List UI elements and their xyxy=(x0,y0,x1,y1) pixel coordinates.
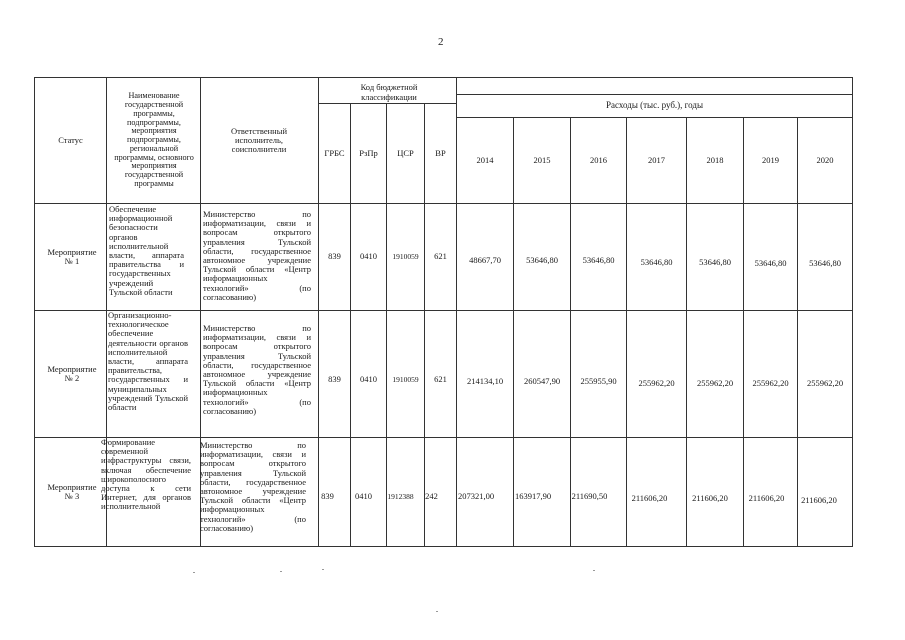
row-3-value-2019: 211606,20 xyxy=(748,493,785,504)
row-1-grbs: 839 xyxy=(328,251,341,262)
row-3-vr: 242 xyxy=(425,491,438,502)
row-1-value-2018: 53646,80 xyxy=(699,257,731,268)
header-code-csr: ЦСР xyxy=(397,147,414,158)
header-budget-code: Код бюджетной классификации xyxy=(360,82,418,102)
row-3-value-2018: 211606,20 xyxy=(692,493,728,504)
header-year-2016: 2016 xyxy=(590,154,607,165)
scan-speck xyxy=(280,571,282,572)
row-2-rzpr: 0410 xyxy=(360,374,377,385)
row-3-value-2014: 207321,00 xyxy=(457,491,495,502)
row-2-value-2014: 214134,10 xyxy=(466,376,504,387)
row-3-value-2020: 211606,20 xyxy=(801,495,837,506)
row-3-csr: 1912388 xyxy=(387,492,414,502)
row-3-value-2016: 211690,50 xyxy=(571,491,608,502)
row-3-name: Формирование современной инфраструктуры связи, включая обеспечение широкополосного доступа к сети Интернет, для органов исполнительной xyxy=(101,437,191,512)
scan-speck xyxy=(593,570,595,571)
header-year-2020: 2020 xyxy=(816,154,834,165)
row-1-value-2016: 53646,80 xyxy=(582,255,615,266)
row-2-value-2015: 260547,90 xyxy=(523,376,561,387)
row-2-vr: 621 xyxy=(434,374,447,385)
row-2-value-2017: 255962,20 xyxy=(638,378,675,389)
header-code-grbs: ГРБС xyxy=(324,147,345,158)
row-3-status: Мероприятие № 3 xyxy=(47,481,97,501)
row-2-csr: 1910059 xyxy=(392,375,419,385)
row-3-value-2017: 211606,20 xyxy=(631,493,668,504)
row-1-value-2014: 48667,70 xyxy=(469,255,501,266)
header-name: Наименование государственной программы, подпрограммы, мероприятия подпрограммы, региональной программы, основного мероприятия государственной программы xyxy=(114,91,194,189)
row-2-value-2019: 255962,20 xyxy=(752,378,789,389)
page-number: 2 xyxy=(438,36,444,48)
header-expenses: Расходы (тыс. руб.), годы xyxy=(605,99,704,110)
scan-speck xyxy=(436,611,438,612)
row-1-rzpr: 0410 xyxy=(360,251,377,262)
row-1-status: Мероприятие № 1 xyxy=(47,246,97,266)
row-1-value-2017: 53646,80 xyxy=(640,257,673,268)
row-1-name: Обеспечение информационной безопасности органов исполнительной власти, аппарата правительства и государственных учреждений Тульской области xyxy=(109,204,184,297)
header-code-rzpr: РзПр xyxy=(359,147,378,158)
header-year-2019: 2019 xyxy=(762,154,779,165)
header-responsible: Ответственный исполнитель, соисполнители xyxy=(231,125,287,155)
header-year-2018: 2018 xyxy=(706,154,724,165)
row-1-responsible: Министерство по информатизации, связи и вопросам открытого управления Тульской области, государственное автономное учреждение Тульской области «Центр информационных технологий» (по согласованию) xyxy=(203,209,311,302)
row-1-vr: 621 xyxy=(434,251,447,262)
row-2-value-2020: 255962,20 xyxy=(806,378,844,389)
scan-speck xyxy=(322,569,324,570)
row-3-responsible: Министерство по информатизации, связи и вопросам открытого управления Тульской области, государственное автономное учреждение Тульской области «Центр информационных технологий» (по согласованию) xyxy=(200,440,306,533)
row-2-responsible: Министерство по информатизации, связи и вопросам открытого управления Тульской области, государственное автономное учреждение Тульской области «Центр информационных технологий» (по согласованию) xyxy=(203,323,311,416)
row-1-value-2015: 53646,80 xyxy=(526,255,558,266)
header-year-2014: 2014 xyxy=(476,154,494,165)
row-3-grbs: 839 xyxy=(321,491,334,502)
scan-speck xyxy=(193,572,195,573)
header-year-2015: 2015 xyxy=(533,154,551,165)
row-2-status: Мероприятие № 2 xyxy=(47,363,97,383)
row-3-value-2015: 163917,90 xyxy=(514,491,552,502)
row-2-grbs: 839 xyxy=(328,374,341,385)
row-2-value-2016: 255955,90 xyxy=(580,376,617,387)
row-2-name: Организационно-технологическое обеспечение деятельности органов исполнительной власти, аппарата правительства, государственных и муниципальных учреждений Тульской области xyxy=(108,310,188,413)
header-status: Статус xyxy=(58,134,83,145)
header-code-vr: ВР xyxy=(435,147,446,158)
row-1-csr: 1910059 xyxy=(392,252,419,262)
row-2-value-2018: 255962,20 xyxy=(696,378,734,389)
row-1-value-2019: 53646,80 xyxy=(754,258,787,269)
row-3-rzpr: 0410 xyxy=(355,491,372,502)
header-year-2017: 2017 xyxy=(648,154,665,165)
row-1-value-2020: 53646,80 xyxy=(809,258,841,269)
